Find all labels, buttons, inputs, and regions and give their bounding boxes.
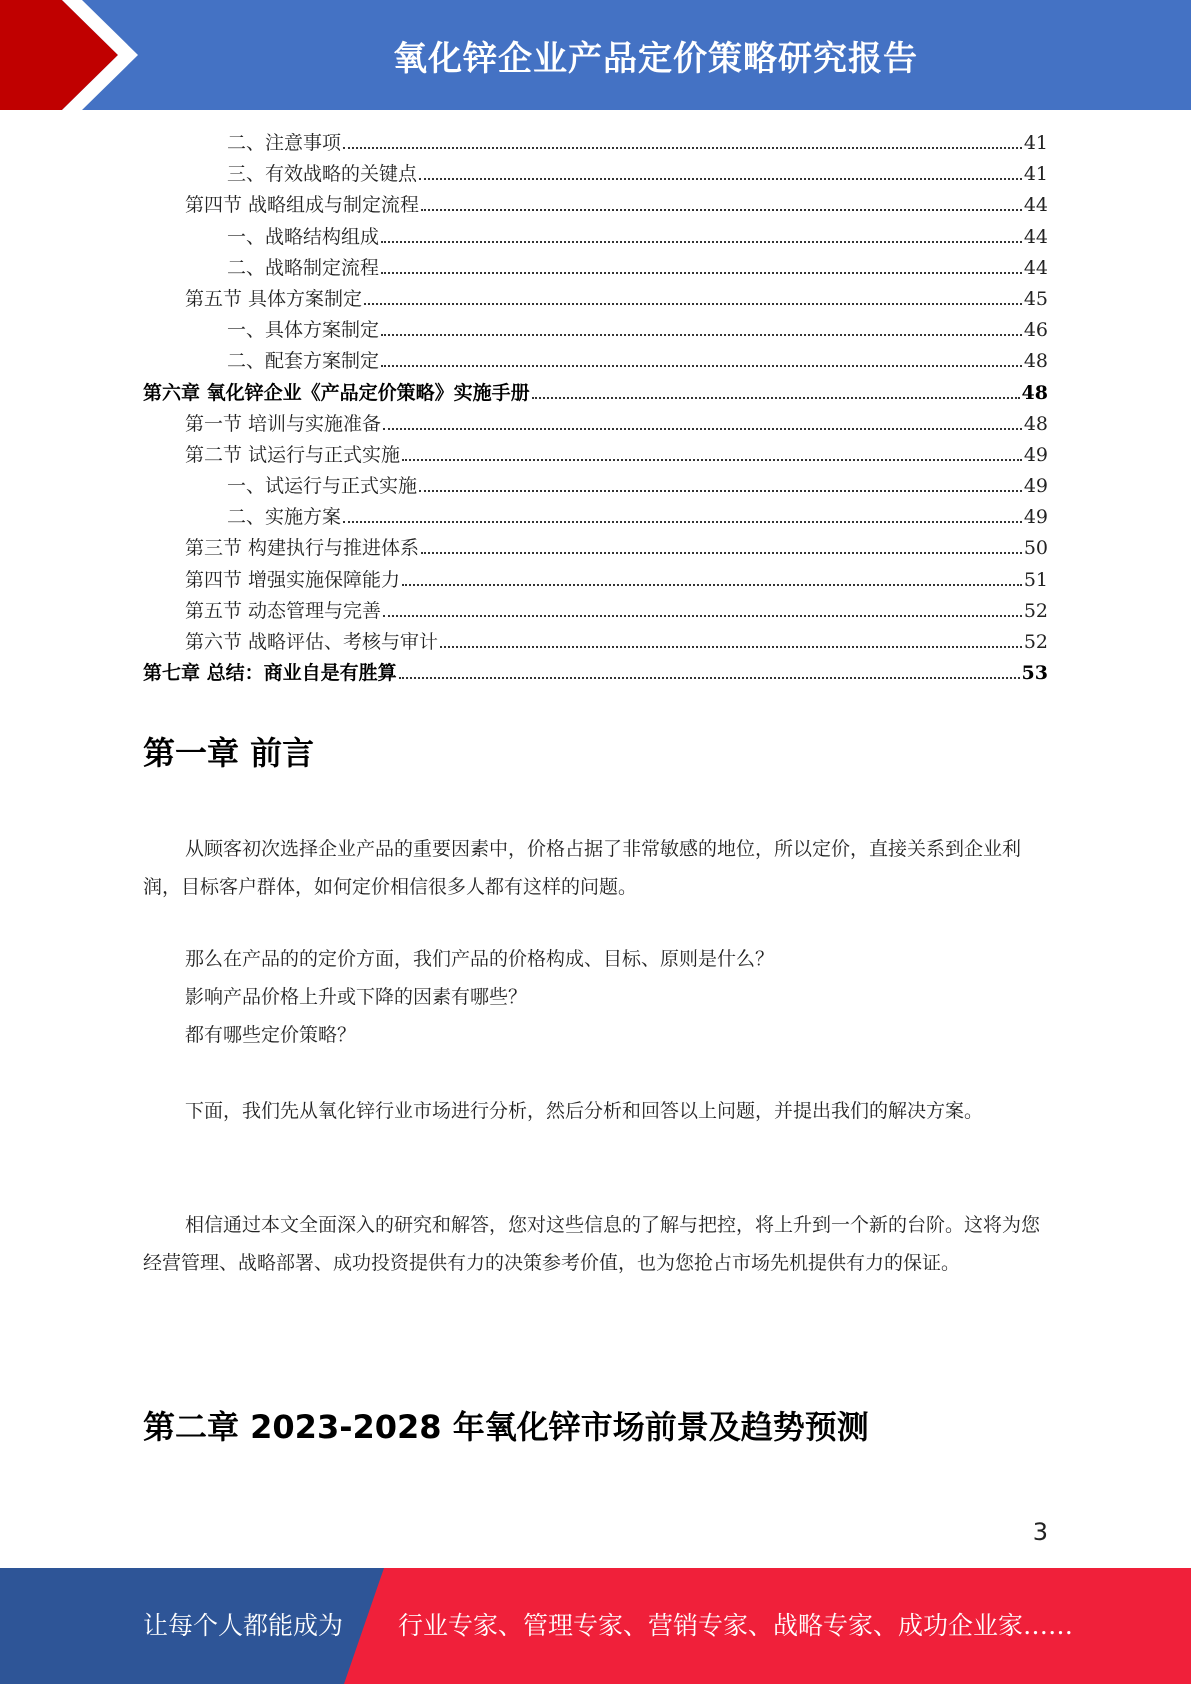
toc-entry[interactable] <box>143 502 1048 533</box>
toc-entry-label: 一、战略结构组成 <box>227 225 380 248</box>
toc-dot-leader <box>381 272 1022 274</box>
toc-entry[interactable] <box>143 627 1048 658</box>
toc-dot-leader <box>419 490 1022 492</box>
toc-entry-label: 三、有效战略的关键点 <box>227 163 418 186</box>
toc-entry-label: 第一节 培训与实施准备 <box>185 412 382 435</box>
toc-entry-page: 48 <box>1023 412 1048 435</box>
toc-entry-label: 第五节 具体方案制定 <box>185 287 363 310</box>
toc-entry-page: 51 <box>1023 568 1048 591</box>
toc-dot-leader <box>419 178 1022 180</box>
toc-entry-label: 二、战略制定流程 <box>227 256 380 279</box>
toc-entry[interactable] <box>143 440 1048 471</box>
toc-entry[interactable] <box>143 409 1048 440</box>
toc-entry-label: 第六节 战略评估、考核与审计 <box>185 631 439 653</box>
toc-entry-page: 53 <box>1021 662 1048 685</box>
chapter-heading: 第二章 2023-2028 年氧化锌市场前景及趋势预测 <box>143 1408 869 1446</box>
question-list <box>185 940 774 1054</box>
toc-entry[interactable] <box>143 565 1048 596</box>
list-item: 那么在产品的的定价方面，我们产品的价格构成、目标、原则是什么？ <box>185 948 775 970</box>
toc-entry-page: 49 <box>1023 475 1048 498</box>
toc-entry-page: 41 <box>1023 163 1048 186</box>
chapter-heading: 第一章 前言 <box>143 734 315 772</box>
toc-entry-label: 二、配套方案制定 <box>227 350 380 373</box>
toc-entry-page: 46 <box>1023 319 1048 342</box>
toc-entry[interactable] <box>143 253 1048 284</box>
toc-dot-leader <box>402 584 1022 586</box>
toc-entry-label: 二、实施方案 <box>227 506 342 529</box>
paragraph: 从顾客初次选择企业产品的重要因素中，价格占据了非常敏感的地位，所以定价，直接关系到企业利润，目标客户群体，如何定价相信很多人都有这样的问题。 <box>143 838 1022 898</box>
toc-entry-page: 48 <box>1023 350 1048 373</box>
toc-entry[interactable] <box>143 533 1048 564</box>
toc-entry-label: 第三节 构建执行与推进体系 <box>185 537 420 560</box>
toc-entry-label: 第五节 动态管理与完善 <box>185 599 382 622</box>
toc-entry-page: 44 <box>1023 256 1048 279</box>
toc-dot-leader <box>532 397 1020 399</box>
toc-entry-page: 49 <box>1023 443 1048 466</box>
toc-entry[interactable] <box>143 346 1048 377</box>
toc-entry-page: 41 <box>1023 132 1048 154</box>
toc-entry[interactable] <box>143 471 1048 502</box>
toc-dot-leader <box>421 552 1022 554</box>
toc-entry-label: 第四节 增强实施保障能力 <box>185 568 401 591</box>
toc-dot-leader <box>421 209 1022 211</box>
toc-entry-page: 52 <box>1023 631 1048 653</box>
toc-dot-leader <box>402 459 1022 461</box>
toc-entry-label: 第二节 试运行与正式实施 <box>185 443 401 466</box>
page-header <box>0 0 1191 110</box>
toc-entry-page: 52 <box>1023 599 1048 622</box>
toc-dot-leader <box>364 303 1022 305</box>
toc-entry-label: 第七章 总结：商业自是有胜算 <box>143 662 397 685</box>
toc-entry[interactable] <box>143 658 1048 689</box>
table-of-contents <box>143 128 1048 689</box>
toc-dot-leader <box>343 521 1022 523</box>
toc-entry[interactable] <box>143 596 1048 627</box>
page-number: 3 <box>1032 1518 1048 1546</box>
toc-entry-label: 第六章 氧化锌企业《产品定价策略》实施手册 <box>143 381 530 404</box>
toc-entry-page: 44 <box>1023 194 1048 217</box>
toc-entry[interactable] <box>143 378 1048 409</box>
toc-entry[interactable] <box>143 315 1048 346</box>
toc-entry-page: 44 <box>1023 225 1048 248</box>
toc-dot-leader <box>399 677 1020 679</box>
toc-entry-label: 一、具体方案制定 <box>227 319 380 342</box>
toc-entry-label: 二、注意事项 <box>227 132 342 154</box>
toc-dot-leader <box>343 147 1022 149</box>
paragraph: 相信通过本文全面深入的研究和解答，您对这些信息的了解与把控，将上升到一个新的台阶。这将为您经营管理、战略部署、成功投资提供有力的决策参考价值，也为您抢占市场先机提供有力的保证。 <box>143 1214 1041 1274</box>
toc-dot-leader <box>383 428 1022 430</box>
toc-entry-label: 第四节 战略组成与制定流程 <box>185 194 420 217</box>
toc-dot-leader <box>381 241 1022 243</box>
paragraph: 下面，我们先从氧化锌行业市场进行分析，然后分析和回答以上问题，并提出我们的解决方案。 <box>185 1100 984 1122</box>
toc-entry[interactable] <box>143 222 1048 253</box>
toc-dot-leader <box>381 365 1022 367</box>
toc-dot-leader <box>383 615 1022 617</box>
toc-entry[interactable] <box>143 284 1048 315</box>
toc-entry-page: 45 <box>1023 287 1048 310</box>
toc-dot-leader <box>440 646 1022 648</box>
report-title: 氧化锌企业产品定价策略研究报告 <box>393 38 918 79</box>
toc-dot-leader <box>381 334 1022 336</box>
footer-slogan-right: 行业专家、管理专家、营销专家、战略专家、成功企业家…… <box>398 1611 1074 1640</box>
list-item: 都有哪些定价策略？ <box>185 1024 357 1046</box>
page-footer <box>0 1568 1191 1684</box>
toc-entry-page: 49 <box>1023 506 1048 529</box>
list-item: 影响产品价格上升或下降的因素有哪些？ <box>185 986 528 1008</box>
toc-entry[interactable] <box>143 128 1048 159</box>
footer-slogan-left: 让每个人都能成为 <box>143 1611 344 1640</box>
toc-entry-page: 48 <box>1021 381 1048 404</box>
toc-entry[interactable] <box>143 190 1048 221</box>
toc-entry[interactable] <box>143 159 1048 190</box>
toc-entry-label: 一、试运行与正式实施 <box>227 475 418 498</box>
toc-entry-page: 50 <box>1023 537 1048 560</box>
